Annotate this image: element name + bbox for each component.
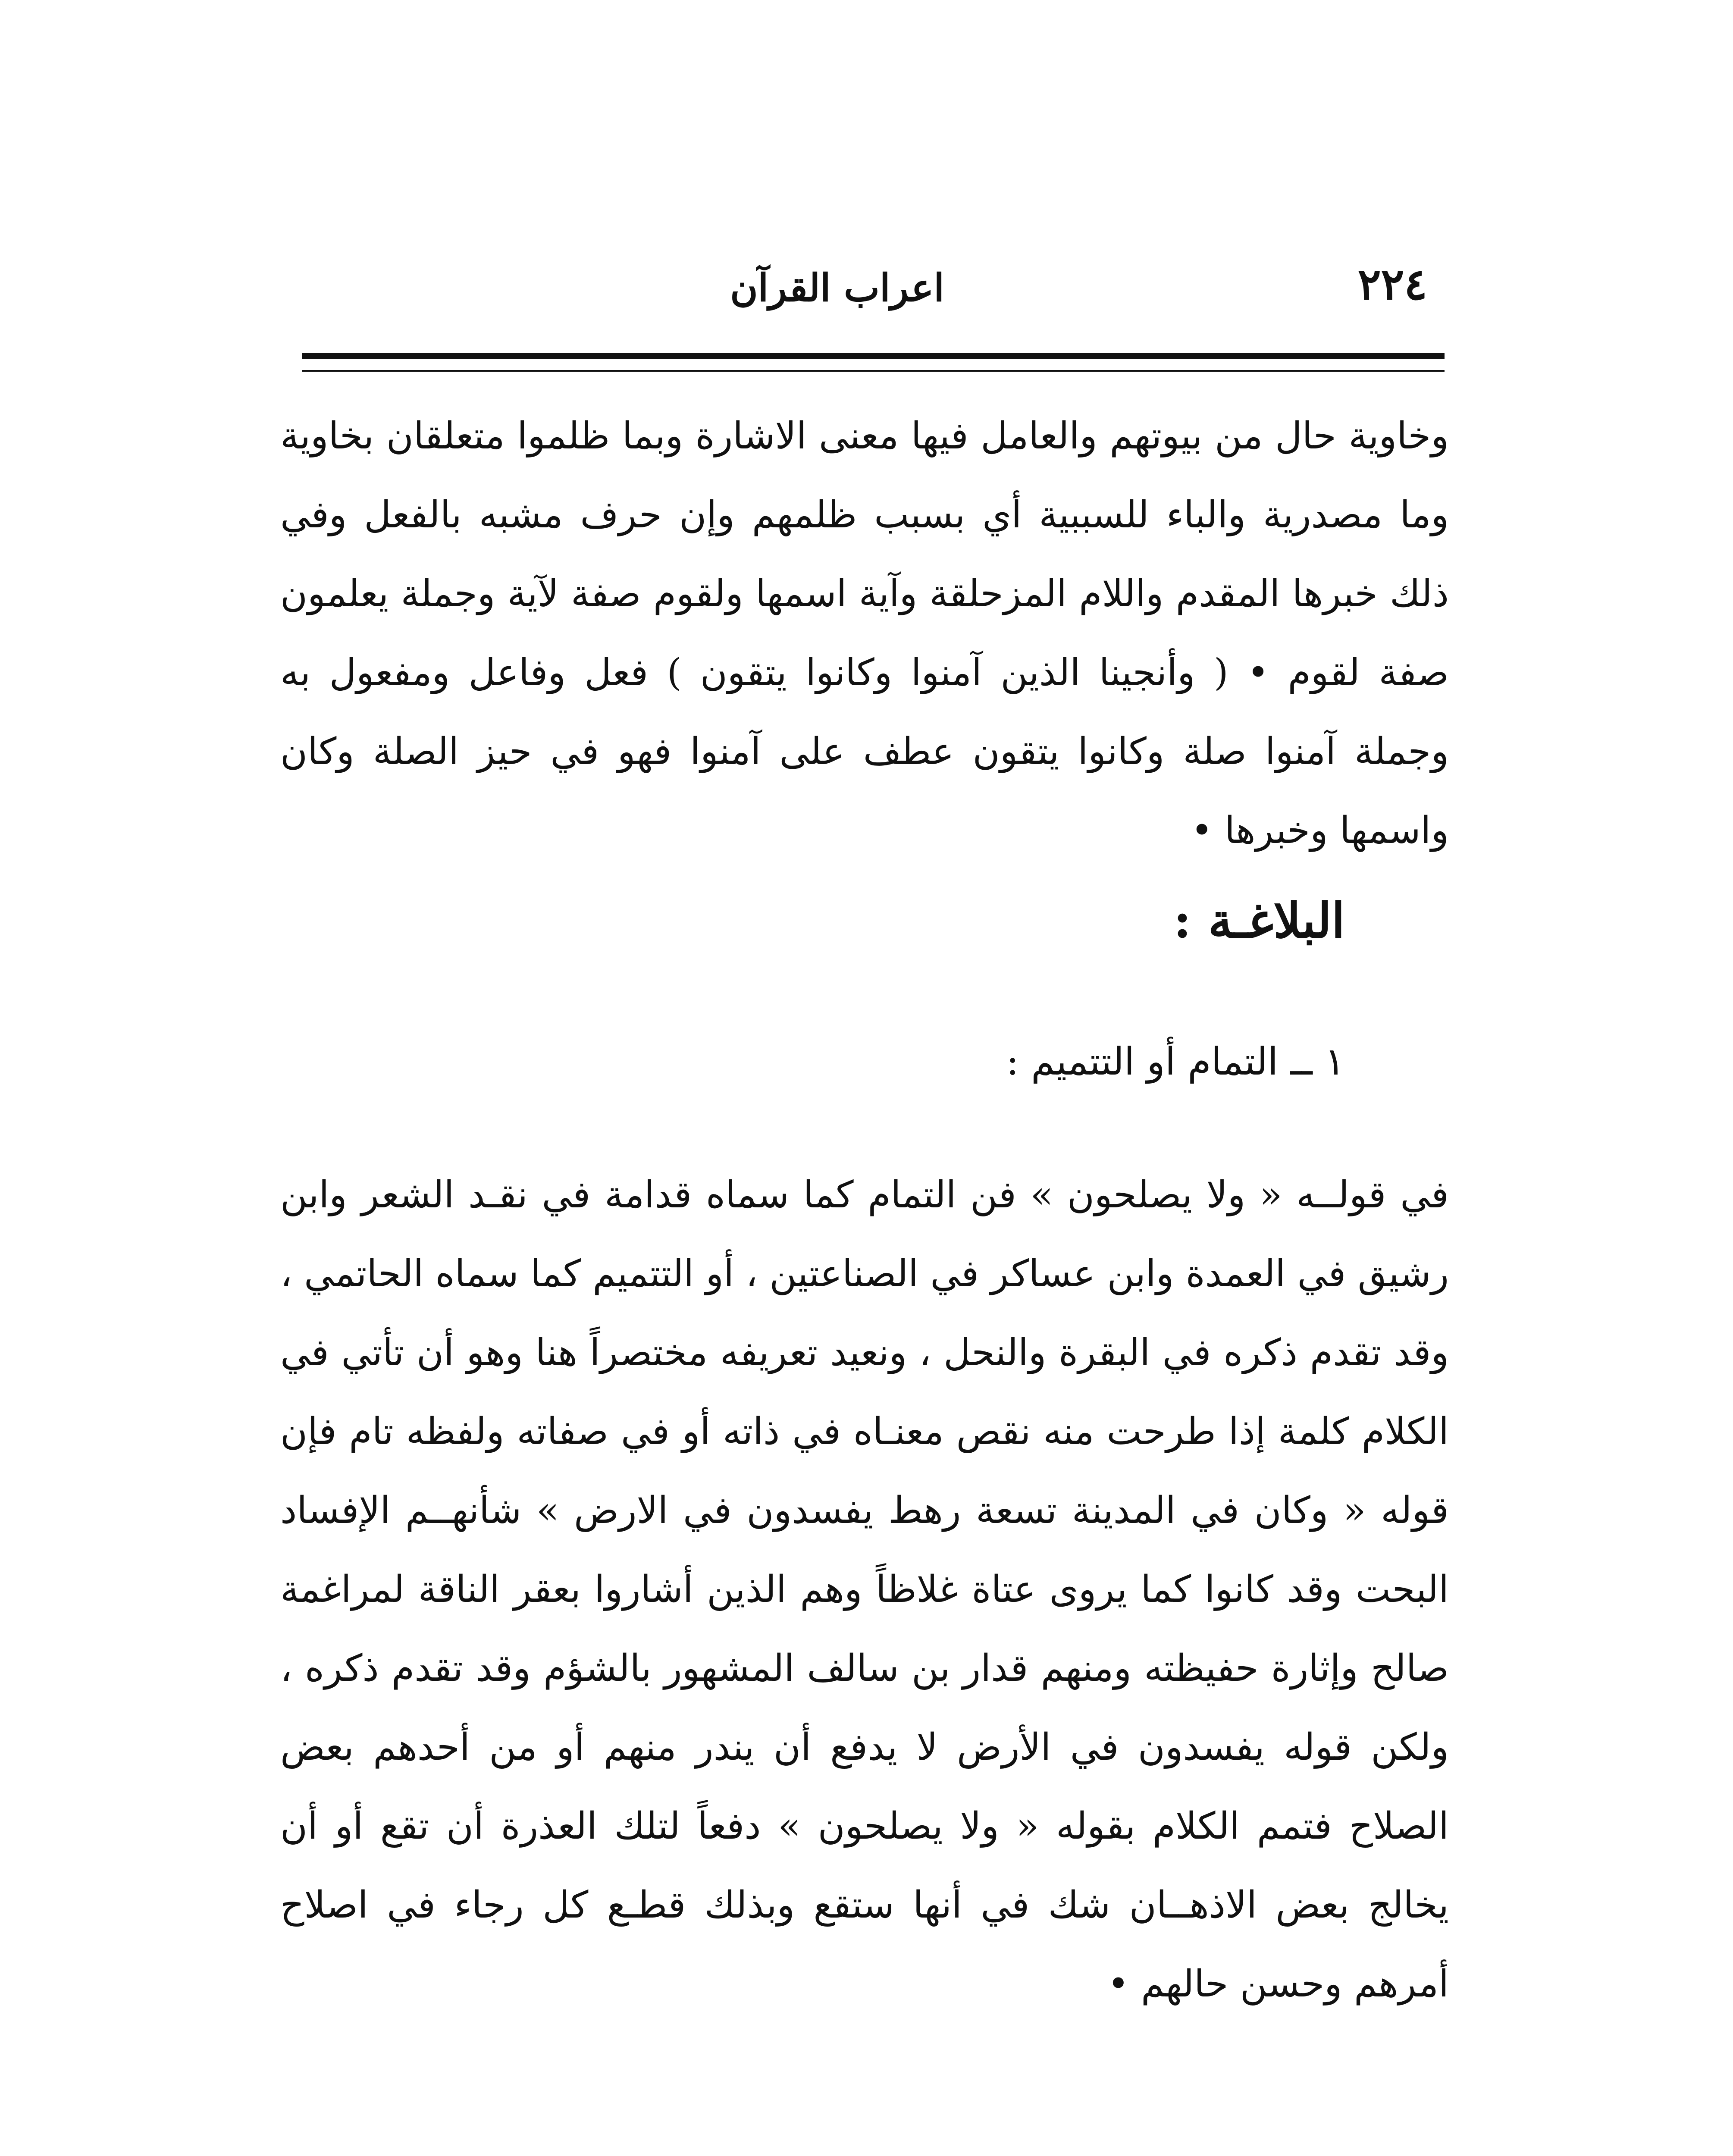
sub-heading: ١ ــ التمام أو التتميم :	[1006, 1039, 1345, 1084]
section-heading: البلاغـة :	[1173, 893, 1345, 949]
book-title: اعراب القرآن	[730, 265, 944, 310]
page-header	[302, 241, 1440, 319]
page-number: ٢٢٤	[1357, 259, 1427, 310]
header-rule-thin	[302, 370, 1445, 372]
intro-paragraph	[280, 397, 1449, 870]
body-text: في قولــه « ولا يصلحون » فن التمام كما سماه قدامة في نقـد الشعر وابن رشيق في العمدة وابن عساكر في الصناعتين ، أو التتميم كما سماه الحاتمي ، وقد تقدم ذكره في البقرة والنحل ، ونعيد تعريفه مختصراً هنا وهو أن تأتي في الكلام كلمة إذا طرحت منه نقص معنـاه في ذاته أو في صفاته ولفظه تام فإن قوله « وكان في المدينة تسعة رهط يفسدون في الارض » شأنهــم الإفساد البحت وقد كانوا كما يروى عتاة غلاظاً وهم الذين أشاروا بعقر الناقة لمراغمة صالح وإثارة حفيظته ومنهم قدار بن سالف المشهور بالشؤم وقد تقدم ذكره ، ولكن قوله يفسدون في الأرض لا يدفع أن يندر منهم أو من أحدهم بعض الصلاح فتمم الكلام بقوله « ولا يصلحون » دفعاً لتلك العذرة أن تقع أو أن يخالج بعض الاذهــان شك في أنها ستقع وبذلك قطـع كل رجاء في اصلاح أمرهم وحسن حالهم •	[280, 1173, 1449, 2006]
intro-text: وخاوية حال من بيوتهم والعامل فيها معنى الاشارة وبما ظلموا متعلقان بخاوية وما مصدرية والباء للسببية أي بسبب ظلمهم وإن حرف مشبه بالفعل وفي ذلك خبرها المقدم واللام المزحلقة وآية اسمها ولقوم صفة لآية وجملة يعلمون صفة لقوم • ( وأنجينا الذين آمنوا وكانوا يتقون ) فعل وفاعل ومفعول به وجملة آمنوا صلة وكانوا يتقون عطف على آمنوا فهو في حيز الصلة وكان واسمها وخبرها •	[280, 414, 1449, 852]
body-paragraph	[280, 1156, 1449, 2024]
header-rule	[302, 353, 1445, 359]
